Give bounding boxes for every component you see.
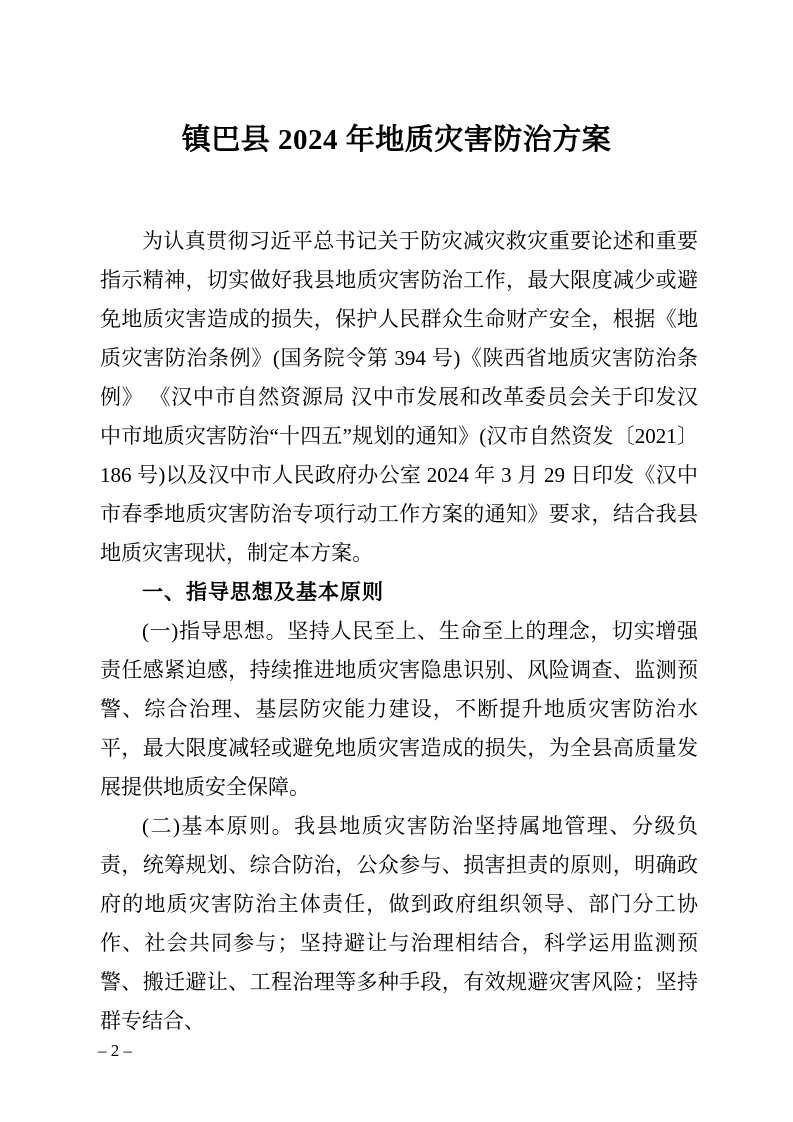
paragraph-intro: 为认真贯彻习近平总书记关于防灾减灾救灾重要论述和重要指示精神，切实做好我县地质灾害防治工作，最大限度减少或避免地质灾害造成的损失，保护人民群众生命财产安全，根据《地质灾害防治条例》(国务院令第 394 号)《陕西省地质灾害防治条例》 《汉中市自然资源局 汉中市发展和改革委员会关于印发汉中市地质灾害防治“十四五”规划的通知》(汉市自然资发〔2021〕186 号)以及汉中市人民政府办公室 2024 年 3 月 29 日印发《汉中市春季地质灾害防治专项行动工作方案的通知》要求，结合我县地质灾害现状，制定本方案。: [100, 229, 698, 565]
paragraph-guiding-ideology: (一)指导思想。坚持人民至上、生命至上的理念，切实增强责任感紧迫感，持续推进地质灾害隐患识别、风险调查、监测预警、综合治理、基层防灾能力建设，不断提升地质灾害防治水平，最大限度减轻或避免地质灾害造成的损失，为全县高质量发展提供地质安全保障。: [100, 619, 698, 799]
page-number: – 2 –: [98, 1041, 132, 1060]
document-title: 镇巴县 2024 年地质灾害防治方案: [181, 124, 612, 156]
document-body: [100, 222, 698, 1041]
section-heading-1: 一、指导思想及基本原则: [142, 581, 384, 604]
paragraph-basic-principles: (二)基本原则。我县地质灾害防治坚持属地管理、分级负责，统筹规划、综合防治，公众参与、损害担责的原则，明确政府的地质灾害防治主体责任，做到政府组织领导、部门分工协作、社会共同参与；坚持避让与治理相结合，科学运用监测预警、搬迁避让、工程治理等多种手段，有效规避灾害风险；坚持群专结合、: [100, 814, 698, 1033]
